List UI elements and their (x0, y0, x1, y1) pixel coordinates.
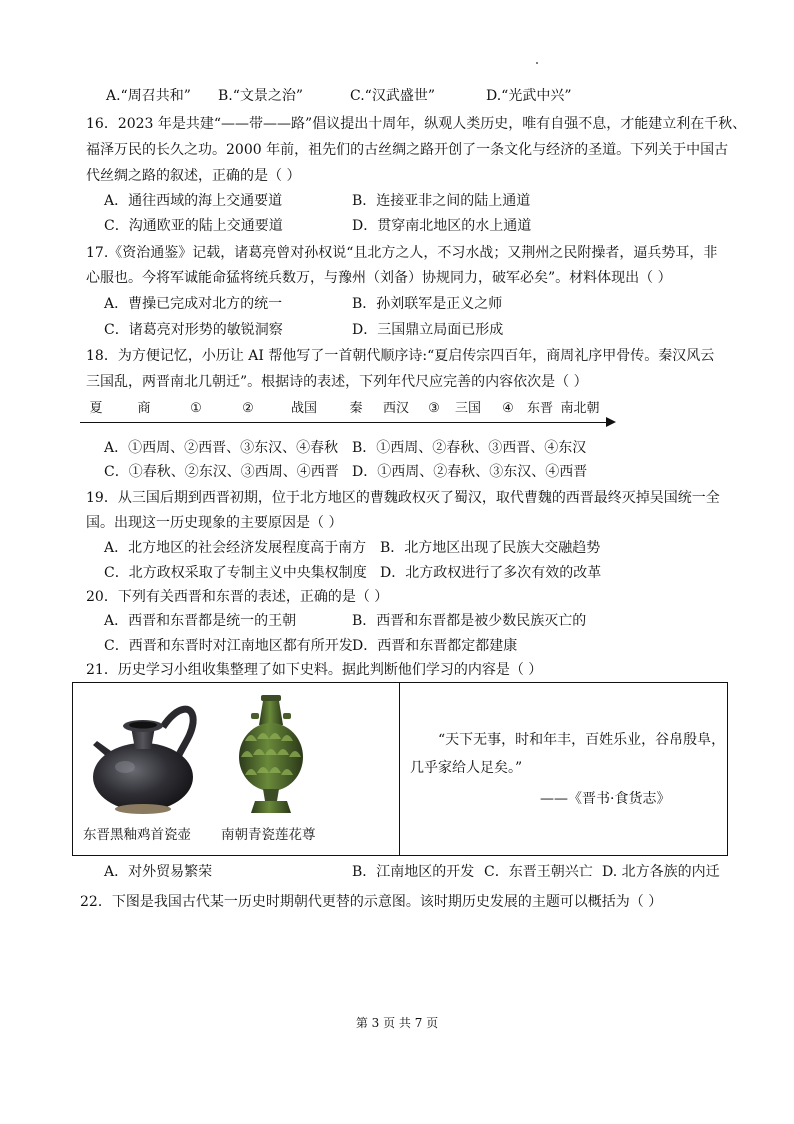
timeline-label: 商 (137, 401, 151, 416)
timeline-label: 三国 (454, 401, 482, 416)
q21-quote-source: ——《晋书·食货志》 (540, 791, 671, 807)
timeline-label: 夏 (89, 401, 103, 416)
q20-option-c: C．西晋和东晋时对江南地区都有所开发 (104, 638, 353, 654)
q18-option-d: D．①西周、②春秋、③东汉、④西晋 (352, 464, 588, 480)
q21-option-a: A．对外贸易繁荣 (104, 864, 213, 880)
timeline-axis (80, 422, 610, 423)
q19-option-a: A．北方地区的社会经济发展程度高于南方 (104, 540, 367, 556)
timeline-label: 西汉 (382, 401, 410, 416)
q17-stem-line1: 17.《资治通鉴》记载，诸葛亮曾对孙权说“且北方之人，不习水战；又荆州之民附操者，逼兵势耳，非 (86, 245, 718, 261)
caption-black-glazed-ewer: 东晋黑釉鸡首瓷壶 (83, 827, 191, 843)
q20-option-a: A．西晋和东晋都是统一的王朝 (104, 613, 297, 629)
timeline-label: ② (242, 401, 254, 416)
q21-stem-line1: 21．历史学习小组收集整理了如下史料。据此判断他们学习的内容是（ ） (86, 662, 543, 678)
q19-option-b: B．北方地区出现了民族大交融趋势 (380, 540, 601, 556)
timeline-label: 南北朝 (560, 401, 600, 416)
black-glazed-ewer-image (85, 697, 209, 815)
q15-option-a: A.“周召共和” (106, 88, 191, 104)
q17-option-d: D．三国鼎立局面已形成 (352, 322, 504, 338)
q20-option-d: D．西晋和东晋都定都建康 (352, 638, 518, 654)
q16-stem-line3: 代丝绸之路的叙述，正确的是（ ） (86, 168, 301, 184)
q21-quote-line2: 几乎家给人足矣。” (410, 760, 523, 776)
q18-option-c: C．①春秋、②东汉、③西周、④西晋 (104, 464, 339, 480)
q20-option-b: B．西晋和东晋都是被少数民族灭亡的 (352, 613, 587, 629)
q16-option-a: A．通往西域的海上交通要道 (104, 193, 283, 209)
q19-stem-line1: 19．从三国后期到西晋初期，位于北方地区的曹魏政权灭了蜀汉，取代曹魏的西晋最终灭掉吴国统一全 (86, 490, 720, 506)
q15-option-d: D.“光武中兴” (486, 88, 572, 104)
page-footer: 第 3 页 共 7 页 (355, 1016, 439, 1030)
q19-option-c: C．北方政权采取了专制主义中央集权制度 (104, 565, 367, 581)
q16-option-c: C．沟通欧亚的陆上交通要道 (104, 218, 283, 234)
q15-option-b: B.“文景之治” (218, 88, 304, 104)
timeline-label: 东晋 (526, 401, 554, 416)
q21-option-b: B．江南地区的开发 (352, 864, 475, 880)
scan-speck (536, 62, 538, 64)
q22-stem-line1: 22．下图是我国古代某一历史时期朝代更替的示意图。该时期历史发展的主题可以概括为（ ） (80, 894, 663, 910)
q17-stem-line2: 心服也。今将军诚能命猛将统兵数万，与豫州（刘备）协规同力，破军必矣”。材料体现出（ ） (86, 270, 672, 286)
timeline-label: ③ (428, 401, 440, 416)
q17-option-a: A．曹操已完成对北方的统一 (104, 296, 283, 312)
timeline-label: 战国 (290, 401, 318, 416)
q16-option-d: D．贯穿南北地区的水上通道 (352, 218, 532, 234)
dynasty-timeline (80, 398, 620, 434)
q21-option-c: C．东晋王朝兴亡 (484, 864, 593, 880)
q17-option-b: B．孙刘联军是正义之师 (352, 296, 503, 312)
q16-stem-line1: 16．2023 年是共建“——带——路”倡议提出十周年，纵观人类历史，唯有自强不息，才能建立利在千秋、 (86, 116, 747, 132)
q16-option-b: B．连接亚非之间的陆上通道 (352, 193, 531, 209)
timeline-label: 秦 (349, 401, 363, 416)
celadon-lotus-vessel-image (231, 691, 311, 819)
q21-option-d: D. 北方各族的内迁 (602, 864, 720, 880)
q16-stem-line2: 福泽万民的长久之功。2000 年前，祖先们的古丝绸之路开创了一条文化与经济的圣道。下列关于中国古 (86, 142, 729, 158)
table-divider (399, 683, 400, 855)
timeline-arrow (606, 417, 616, 427)
q18-stem-line1: 18．为方便记忆，小历让 AI 帮他写了一首朝代顺序诗:“夏启传宗四百年，商周礼序甲骨传。秦汉风云 (86, 348, 715, 364)
timeline-label: ① (190, 401, 202, 416)
q18-option-b: B．①西周、②春秋、③西晋、④东汉 (352, 440, 587, 456)
q21-quote-line1: “天下无事，时和年丰，百姓乐业，谷帛殷阜， (438, 732, 726, 748)
q15-option-c: C.“汉武盛世” (350, 88, 435, 104)
timeline-label: ④ (502, 401, 514, 416)
q20-stem-line1: 20．下列有关西晋和东晋的表述，正确的是（ ） (86, 589, 389, 605)
q17-option-c: C．诸葛亮对形势的敏锐洞察 (104, 322, 283, 338)
q18-option-a: A．①西周、②西晋、③东汉、④春秋 (104, 440, 339, 456)
caption-celadon-vessel: 南朝青瓷莲花尊 (221, 827, 316, 843)
q19-stem-line2: 国。出现这一历史现象的主要原因是（ ） (86, 515, 343, 531)
q18-stem-line2: 三国乱，两晋南北几朝迁”。根据诗的表述，下列年代尺应完善的内容依次是（ ） (86, 374, 588, 390)
q19-option-d: D．北方政权进行了多次有效的改革 (380, 565, 602, 581)
